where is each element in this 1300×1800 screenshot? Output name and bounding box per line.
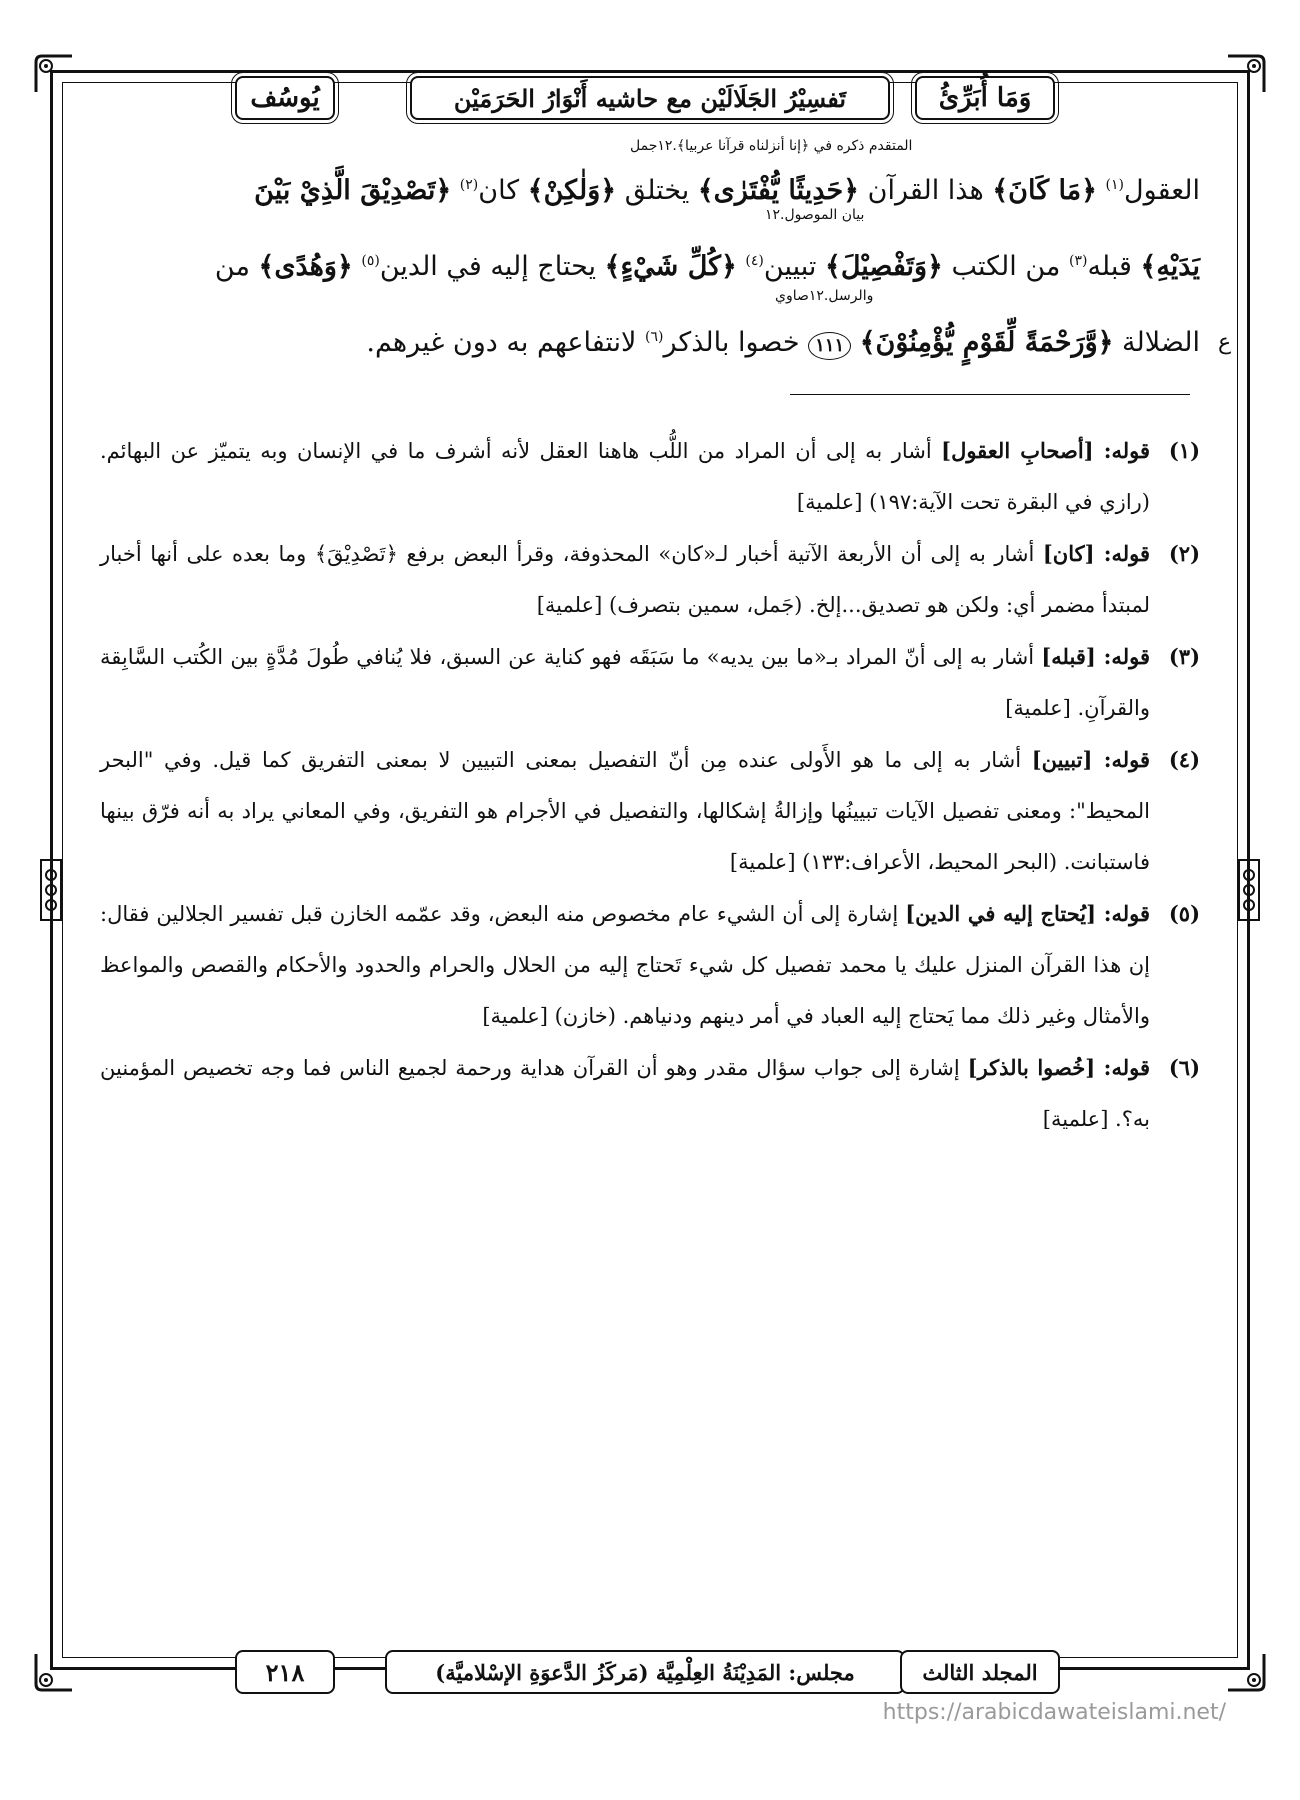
side-ornament-right	[1236, 830, 1262, 950]
footnote-number: (١)	[1168, 438, 1200, 463]
ayah-number-marker: ١١١	[808, 332, 851, 360]
gloss-2: بيان الموصول.١٢	[765, 207, 865, 223]
quran-phrase: ﴿كُلِّ شَيْءٍ﴾	[604, 251, 737, 282]
corner-ornament-bottom-left	[32, 1650, 76, 1694]
footnote-text: إشارة إلى أن الشيء عام مخصوص منه البعض، وقد عمّمه الخازن قبل تفسير الجلالين فقال: إن هذا القرآن المنزل عليك يا محمد تفصيل كل شيء تَحتاج إليه من الحلال والحرام والحدود والأحكام والقصص والمواعظ والأمثال وغير ذلك مما يَحتاج إليه العباد في أمر دينهم ودنياهم. (خازن) [علمية]	[100, 902, 1150, 1028]
book-title: تَفسِيْرُ الجَلَالَيْن مع حاشيه أَنْوَارُ الحَرَمَيْن	[410, 76, 890, 120]
text-run: هذا القرآن	[867, 175, 984, 206]
text-run: من الكتب	[951, 251, 1061, 282]
juz-name: وَمَا أُبَرِّئُ	[915, 76, 1055, 120]
footnote-ref: (٣)	[1068, 253, 1088, 269]
text-run: تبيين	[763, 251, 817, 282]
footnote-item	[100, 631, 1200, 734]
footnote-ref: (٥)	[361, 253, 380, 269]
publisher-name: مجلس: المَدِيْنَةُ العِلْمِيَّة (مَركَزُ الدَّعوَةِ الإسْلاميَّة)	[385, 1650, 905, 1694]
footnote-item	[100, 1042, 1200, 1145]
footnote-key: قوله: [يُحتاج إليه في الدين]	[905, 901, 1151, 926]
quran-phrase: ﴿وَلٰكِنْ﴾	[527, 175, 617, 206]
quran-phrase: ﴿وَتَفْصِيْلَ﴾	[825, 251, 943, 282]
text-run: الضلالة	[1122, 327, 1200, 358]
gloss-1: المتقدم ذكره في ﴿إنا أنزلناه قرآنا عربيا﴾.١٢جمل	[630, 138, 913, 154]
footnote-separator	[790, 394, 1190, 395]
footnote-number: (٤)	[1168, 747, 1200, 772]
footnote-text: أشار به إلى أنّ المراد بـ«ما بين يديه» ما سَبَقَه فهو كناية عن السبق، فلا يُنافي طُولَ مُدَّةٍ بين الكُتب السَّابِقة والقرآنِ. [علمية]	[100, 645, 1150, 720]
page-number: ٢١٨	[235, 1650, 335, 1694]
quran-phrase: ﴿حَدِيثًا يُّفْتَرٰى﴾	[697, 175, 860, 206]
gloss-3: والرسل.١٢صاوي	[775, 288, 874, 304]
footnote-ref: (٦)	[645, 329, 664, 345]
tafsir-line-2	[100, 226, 1200, 302]
footnote-key: قوله: [أصحابِ العقول]	[941, 438, 1150, 463]
footnote-ref: (١)	[1105, 177, 1125, 193]
footnote-text: أشار به إلى أن الأربعة الآتية أخبار لـ«كان» المحذوفة، وقرأ البعض برفع ﴿تَصْدِيْقَ﴾ وما بعده على أنها أخبار لمبتدأ مضمر أي: ولكن هو تصديق...إلخ. (جَمل، سمين بتصرف) [علمية]	[100, 542, 1150, 617]
text-run: لانتفاعهم به دون غيرهم.	[366, 327, 637, 358]
footnote-key: قوله: [تبيين]	[1031, 747, 1150, 772]
footnote-text: أشار به إلى ما هو الأَولى عنده مِن أنّ التفصيل بمعنى التبيين لا بمعنى التفريق كما قيل. وفي "البحر المحيط": ومعنى تفصيل الآيات تبيينُها وإزالةُ إشكالها، والتفصيل في الأجرام هو التفريق، وفي المعاني يراد به أنه فرّق بينها فاستبانت. (البحر المحيط، الأعراف:١٣٣) [علمية]	[100, 748, 1150, 874]
corner-ornament-bottom-right	[1224, 1650, 1268, 1694]
footnote-key: قوله: [كان]	[1042, 541, 1150, 566]
source-url-watermark: https://arabicdawateislami.net/	[882, 1700, 1226, 1725]
footnote-item	[100, 528, 1200, 631]
text-run: العقول	[1124, 175, 1200, 206]
tafsir-line-3	[100, 302, 1200, 378]
quran-phrase: ﴿وَّرَحْمَةً لِّقَوْمٍ يُّؤْمِنُوْنَ﴾	[859, 327, 1114, 358]
footnote-item	[100, 734, 1200, 888]
quran-phrase: ﴿مَا كَانَ﴾	[992, 175, 1097, 206]
corner-ornament-top-left	[32, 52, 76, 96]
quran-phrase: ﴿وَهُدًى﴾	[258, 251, 353, 282]
footnote-number: (٦)	[1168, 1055, 1200, 1080]
text-run: يحتاج إليه في الدين	[379, 251, 597, 282]
text-run: من	[214, 251, 250, 282]
text-run: خصوا بالذكر	[663, 327, 800, 358]
margin-ruku-mark: ع	[1218, 330, 1232, 355]
text-run: قبله	[1087, 251, 1132, 282]
tafsir-text	[100, 150, 1200, 378]
footnote-number: (٣)	[1168, 644, 1200, 669]
quran-phrase: يَدَيْهِ﴾	[1140, 251, 1200, 282]
volume-label: المجلد الثالث	[900, 1650, 1060, 1694]
footnote-ref: (٢)	[459, 177, 479, 193]
footnote-text: أشار به إلى أن المراد من اللُّب هاهنا العقل لأنه أشرف ما في الإنسان وبه يتميّز عن البهائم. (رازي في البقرة تحت الآية:١٩٧) [علمية]	[100, 439, 1150, 514]
tafsir-line-1	[100, 150, 1200, 226]
footnote-ref: (٤)	[745, 253, 764, 269]
side-ornament-left	[38, 830, 64, 950]
footnote-key: قوله: [خُصوا بالذكر]	[967, 1055, 1150, 1080]
text-run: كان	[478, 175, 520, 206]
footnote-number: (٢)	[1168, 541, 1200, 566]
footnotes	[100, 425, 1200, 1145]
footnote-item	[100, 888, 1200, 1042]
surah-name: يُوسُف	[235, 76, 335, 120]
text-run: يختلق	[624, 175, 690, 206]
footnote-key: قوله: [قبله]	[1041, 644, 1150, 669]
footnote-text: إشارة إلى جواب سؤال مقدر وهو أن القرآن هداية ورحمة لجميع الناس فما وجه تخصيص المؤمنين به؟. [علمية]	[100, 1056, 1150, 1131]
quran-phrase: ﴿تَصْدِيْقَ الَّذِيْ بَيْنَ	[254, 175, 452, 206]
footnote-item	[100, 425, 1200, 528]
corner-ornament-top-right	[1224, 52, 1268, 96]
footnote-number: (٥)	[1168, 901, 1200, 926]
